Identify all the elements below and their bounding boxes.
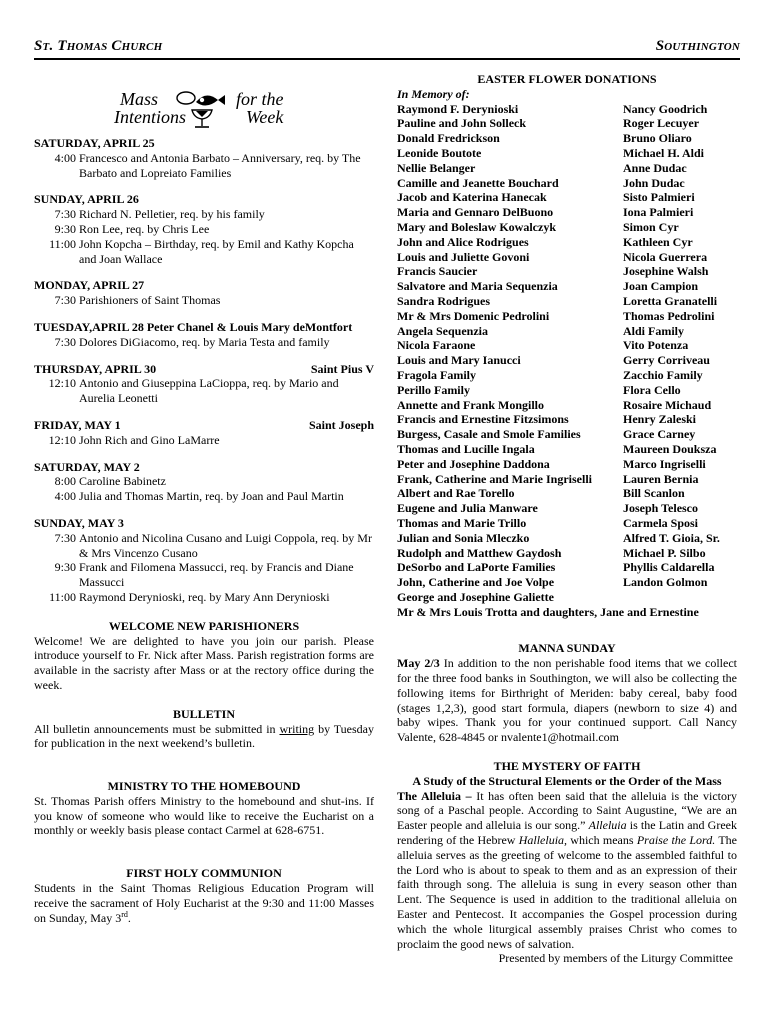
intention-day-label: MONDAY, APRIL 27 <box>34 278 145 293</box>
donation-name: Louis and Mary Ianucci <box>397 353 521 368</box>
mystery-italic-1: Alleluia <box>588 818 627 833</box>
donation-name: Kathleen Cyr <box>623 234 693 249</box>
mystery-title: THE MYSTERY OF FAITH <box>493 759 641 774</box>
donation-row <box>397 472 737 487</box>
donation-name: Albert and Rae Torello <box>397 486 515 501</box>
donation-name: Joseph Telesco <box>623 501 699 516</box>
donation-name: Sandra Rodrigues <box>397 293 491 308</box>
intention-time: 4:00 <box>54 150 76 165</box>
donation-row <box>397 338 737 353</box>
intention-day <box>34 516 374 531</box>
intention-day-label: THURSDAY, APRIL 30 <box>34 361 157 376</box>
donation-name: Nancy Goodrich <box>623 101 708 116</box>
intention-entry <box>34 207 374 222</box>
donation-name: Marco Ingriselli <box>623 456 706 471</box>
donation-name: Grace Carney <box>623 427 696 442</box>
intention-day <box>34 192 374 207</box>
donation-row <box>397 516 737 531</box>
donation-row <box>397 427 737 442</box>
donation-name: Frank, Catherine and Marie Ingriselli <box>397 471 592 486</box>
donation-row <box>397 146 737 161</box>
donation-row <box>397 190 737 205</box>
donation-row <box>397 220 737 235</box>
intention-entry <box>34 151 374 181</box>
intention-day-label: SATURDAY, MAY 2 <box>34 459 140 474</box>
donation-name: Thomas Pedrolini <box>623 308 715 323</box>
donation-row <box>397 205 737 220</box>
donation-name: Nellie Belanger <box>397 160 476 175</box>
intention-text: Antonio and Giuseppina LaCioppa, req. by Mario and Aurelia Leonetti <box>79 376 339 406</box>
mystery-text-3: which means <box>567 833 637 848</box>
ministry-title: MINISTRY TO THE HOMEBOUND <box>107 779 301 794</box>
donation-name: Bill Scanlon <box>623 486 685 501</box>
donation-name: Carmela Sposi <box>623 515 698 530</box>
donation-name: Thomas and Lucille Ingala <box>397 441 535 456</box>
donation-row <box>397 486 737 501</box>
intention-entry <box>34 237 374 267</box>
donation-name: Rosaire Michaud <box>623 397 712 412</box>
donation-name: Francis and Ernestine Fitzsimons <box>397 412 569 427</box>
donation-row <box>397 131 737 146</box>
donation-row <box>397 412 737 427</box>
intention-text: Julia and Thomas Martin, req. by Joan and Paul Martin <box>79 489 344 504</box>
right-column <box>397 72 737 966</box>
donation-row <box>397 546 737 561</box>
donation-row <box>397 264 737 279</box>
donation-name: Bruno Oliaro <box>623 131 692 146</box>
donation-name: Nicola Faraone <box>397 338 476 353</box>
donation-row <box>397 457 737 472</box>
donation-row <box>397 235 737 250</box>
manna-lead: May 2/3 <box>397 656 440 671</box>
church-name: St. Thomas Church <box>34 38 163 54</box>
donation-name: Flora Cello <box>623 382 681 397</box>
donation-name: Iona Palmieri <box>623 205 694 220</box>
intention-time: 4:00 <box>54 489 76 504</box>
welcome-text: Welcome! We are delighted to have you join our parish. Please introduce yourself to Fr. Nick after Mass. Parish registration forms are available in the sacristy after Mass or at the rectory office during the week. <box>34 633 374 692</box>
intention-day <box>34 362 374 377</box>
intention-day-label: SUNDAY, APRIL 26 <box>34 192 139 207</box>
communion-sup: rd <box>121 909 128 919</box>
donation-name: Loretta Granatelli <box>623 293 718 308</box>
donation-row <box>397 161 737 176</box>
intention-time: 12:10 <box>48 376 76 391</box>
intention-text: Caroline Babinetz <box>79 474 166 489</box>
intention-entry <box>34 293 374 308</box>
donation-row <box>397 368 737 383</box>
donation-name: Roger Lecuyer <box>623 116 700 131</box>
donation-row <box>397 279 737 294</box>
liturgy-signature: Presented by members of the Liturgy Committee <box>498 951 733 966</box>
donation-name: Henry Zaleski <box>623 412 697 427</box>
mystery-text-2: is the Latin and Greek rendering of the Hebrew <box>397 818 737 848</box>
donation-name: Camille and Jeanette Bouchard <box>397 175 559 190</box>
bulletin-title: BULLETIN <box>172 706 236 721</box>
donation-name: Mary and Boleslaw Kowalczyk <box>397 219 556 234</box>
logo-word-week: Week <box>246 107 284 127</box>
donation-row <box>397 398 737 413</box>
donation-name: Vito Potenza <box>623 338 689 353</box>
donation-row <box>397 353 737 368</box>
donation-row <box>397 294 737 309</box>
intention-day <box>34 136 374 151</box>
left-column <box>34 84 374 925</box>
donation-name: Anne Dudac <box>623 160 687 175</box>
donation-name: Zacchio Family <box>623 367 703 382</box>
intention-text: John Kopcha – Birthday, req. by Emil and Kathy Kopcha and Joan Wallace <box>79 236 354 266</box>
intention-day <box>34 460 374 475</box>
mystery-text-4: The alleluia serves as the greeting of welcome to the assembled faithful to the Lord who is about to speak to them and as an expression of their faith through song. The alleluia is sung in every season other than Lent. The Sequence is used in addition to the traditional alleluia on Easter and Pentecost. It accompanies the Gospel procession during which the whole liturgical assembly praises Christ who comes to proclaim the good news of salvation. <box>397 833 737 951</box>
mass-intentions-logo <box>114 84 314 136</box>
page-header <box>34 36 740 60</box>
donation-name: Donald Fredrickson <box>397 131 500 146</box>
donation-name: Salvatore and Maria Sequenzia <box>397 279 558 294</box>
intention-text: Richard N. Pelletier, req. by his family <box>79 207 265 222</box>
communion-text <box>34 881 374 925</box>
intention-time: 12:10 <box>48 432 76 447</box>
donation-name: Sisto Palmieri <box>623 190 695 205</box>
donation-row <box>397 324 737 339</box>
intention-text: Ron Lee, req. by Chris Lee <box>79 221 210 236</box>
donation-name: John and Alice Rodrigues <box>397 234 529 249</box>
mystery-subtitle: A Study of the Structural Elements or the Order of the Mass <box>412 773 722 788</box>
intention-entry <box>34 560 374 590</box>
donation-row <box>397 501 737 516</box>
donation-name: Rudolph and Matthew Gaydosh <box>397 545 562 560</box>
intention-time: 9:30 <box>54 221 76 236</box>
intention-text: Frank and Filomena Massucci, req. by Francis and Diane Massucci <box>79 560 354 590</box>
donation-name: Nicola Guerrera <box>623 249 708 264</box>
intention-text: John Rich and Gino LaMarre <box>79 432 220 447</box>
manna-text <box>397 656 737 745</box>
intention-time: 7:30 <box>54 293 76 308</box>
donation-name: Mr & Mrs Domenic Pedrolini <box>397 308 550 323</box>
intention-time: 9:30 <box>54 560 76 575</box>
donation-name: Eugene and Julia Manware <box>397 501 538 516</box>
donation-name: Gerry Corriveau <box>623 353 710 368</box>
intention-day-label: SUNDAY, MAY 3 <box>34 515 124 530</box>
intention-entry <box>34 222 374 237</box>
intention-time: 11:00 <box>49 236 76 251</box>
donation-name: Joan Campion <box>623 279 699 294</box>
donation-row <box>397 560 737 575</box>
logo-word-mass: Mass <box>120 89 159 109</box>
intention-time: 7:30 <box>54 530 76 545</box>
donation-name: Aldi Family <box>623 323 685 338</box>
bulletin-underlined: writing <box>279 721 315 736</box>
donation-row <box>397 442 737 457</box>
mystery-lead: The Alleluia – <box>397 788 477 803</box>
mystery-italic-3: Praise the Lord. <box>636 833 716 848</box>
intention-day-label: FRIDAY, MAY 1 <box>34 417 121 432</box>
mystery-text <box>397 789 737 952</box>
mystery-italic-2: Halleluia, <box>518 833 568 848</box>
donation-name: Francis Saucier <box>397 264 478 279</box>
bulletin-text-after: by Tuesday for publication in the next weekend’s bulletin. <box>34 721 375 751</box>
donation-name: Peter and Josephine Daddona <box>397 456 550 471</box>
intention-day <box>34 320 374 335</box>
intention-entry <box>34 433 374 448</box>
intention-text: Antonio and Nicolina Cusano and Luigi Coppola, req. by Mr & Mrs Vincenzo Cusano <box>79 530 372 560</box>
intention-day <box>34 278 374 293</box>
donation-name: Louis and Juliette Govoni <box>397 249 530 264</box>
intention-entry <box>34 335 374 350</box>
intention-entry <box>34 376 374 406</box>
donation-name: Maureen Douksza <box>623 441 717 456</box>
intention-time: 11:00 <box>49 589 76 604</box>
donation-row-full: George and Josephine Galiette <box>397 589 554 604</box>
manna-body: In addition to the non perishable food items that we collect for the three food banks in Southington, we will also be collecting the following items for Birthright of Meriden: baby cereal, baby food (stages 1,2,3), good start formula, diapers (newborn to size 4) and baby wipes. Thank you for your continued support. Call Nancy Valente, 628-4845 or nvalente1@hotmail.com <box>397 656 737 745</box>
intention-entry <box>34 489 374 504</box>
manna-title: MANNA SUNDAY <box>518 641 616 656</box>
donation-name: Pauline and John Solleck <box>397 116 527 131</box>
donation-name: Annette and Frank Mongillo <box>397 397 545 412</box>
mystery-text-1: It has often been said that the alleluia is the victory song of a Paschal people. According to Saint Augustine, “We are an Easter people and alleluia is our song.” <box>397 788 738 833</box>
donation-name: Josephine Walsh <box>623 264 709 279</box>
donation-name: Michael P. Silbo <box>623 545 706 560</box>
intention-saint: Saint Pius V <box>310 361 374 376</box>
intention-day-label: TUESDAY,APRIL 28 Peter Chanel & Louis Mary deMontfort <box>34 319 353 334</box>
donation-row <box>397 176 737 191</box>
donation-row <box>397 383 737 398</box>
intention-text: Francesco and Antonia Barbato – Anniversary, req. by The Barbato and Lopreiato Families <box>79 150 361 180</box>
donation-name: Jacob and Katerina Hanecak <box>397 190 547 205</box>
communion-body: Students in the Saint Thomas Religious Education Program will receive the sacrament of Holy Eucharist at the 9:30 and 11:00 Masses on Sunday, May 3 <box>34 881 374 925</box>
in-memory-label: In Memory of: <box>397 86 470 101</box>
communion-end: . <box>127 910 131 925</box>
intention-time: 8:00 <box>54 474 76 489</box>
easter-flower-title: EASTER FLOWER DONATIONS <box>477 72 657 86</box>
intention-day-label: SATURDAY, APRIL 25 <box>34 136 155 150</box>
donation-name: Thomas and Marie Trillo <box>397 515 527 530</box>
donation-name: Lauren Bernia <box>623 471 699 486</box>
intention-text: Parishioners of Saint Thomas <box>79 293 221 308</box>
donation-name: Alfred T. Gioia, Sr. <box>623 530 720 545</box>
donation-name: Leonide Boutote <box>397 145 482 160</box>
donation-name: Fragola Family <box>397 367 476 382</box>
donation-name: Julian and Sonia Mleczko <box>397 530 530 545</box>
donation-row <box>397 116 737 131</box>
donation-name: Michael H. Aldi <box>623 145 704 160</box>
intention-time: 7:30 <box>54 334 76 349</box>
mass-intentions-list <box>34 136 374 605</box>
logo-word-for-the: for the <box>236 89 284 109</box>
donation-name: Simon Cyr <box>623 219 679 234</box>
donation-name: Angela Sequenzia <box>397 323 489 338</box>
donation-name: John, Catherine and Joe Volpe <box>397 575 555 590</box>
logo-word-intentions: Intentions <box>114 107 186 127</box>
donation-row <box>397 575 737 590</box>
communion-title: FIRST HOLY COMMUNION <box>126 866 282 881</box>
donation-name: Phyllis Caldarella <box>623 560 715 575</box>
donation-row-full: Mr & Mrs Louis Trotta and daughters, Jane and Ernestine <box>397 604 699 619</box>
donation-row <box>397 250 737 265</box>
donation-row <box>397 309 737 324</box>
donation-list <box>397 102 737 620</box>
donation-row <box>397 102 737 117</box>
intention-saint: Saint Joseph <box>308 417 374 432</box>
donation-name: DeSorbo and LaPorte Families <box>397 560 556 575</box>
donation-name: Landon Golmon <box>623 575 708 590</box>
bulletin-text <box>34 722 374 752</box>
intention-text: Raymond Derynioski, req. by Mary Ann Derynioski <box>79 589 330 604</box>
intention-entry <box>34 474 374 489</box>
ministry-text: St. Thomas Parish offers Ministry to the homebound and shut-ins. If you know of someone who would like to receive the Eucharist on a monthly or weekly basis please contact Carmel at 628-6751. <box>34 793 374 838</box>
intention-day <box>34 418 374 433</box>
chalice-fish-icon <box>170 88 230 132</box>
donation-name: Burgess, Casale and Smole Families <box>397 427 581 442</box>
welcome-title: WELCOME NEW PARISHIONERS <box>108 618 300 633</box>
donation-row <box>397 531 737 546</box>
donation-name: John Dudac <box>623 175 685 190</box>
intention-entry <box>34 590 374 605</box>
bulletin-text-before: All bulletin announcements must be submitted in <box>34 721 280 736</box>
intention-text: Dolores DiGiacomo, req. by Maria Testa and family <box>79 334 330 349</box>
town-name: Southington <box>655 38 740 54</box>
intention-entry <box>34 531 374 561</box>
intention-time: 7:30 <box>54 207 76 222</box>
donation-name: Maria and Gennaro DelBuono <box>397 205 554 220</box>
donation-name: Perillo Family <box>397 382 470 397</box>
donation-name: Raymond F. Derynioski <box>397 101 519 116</box>
